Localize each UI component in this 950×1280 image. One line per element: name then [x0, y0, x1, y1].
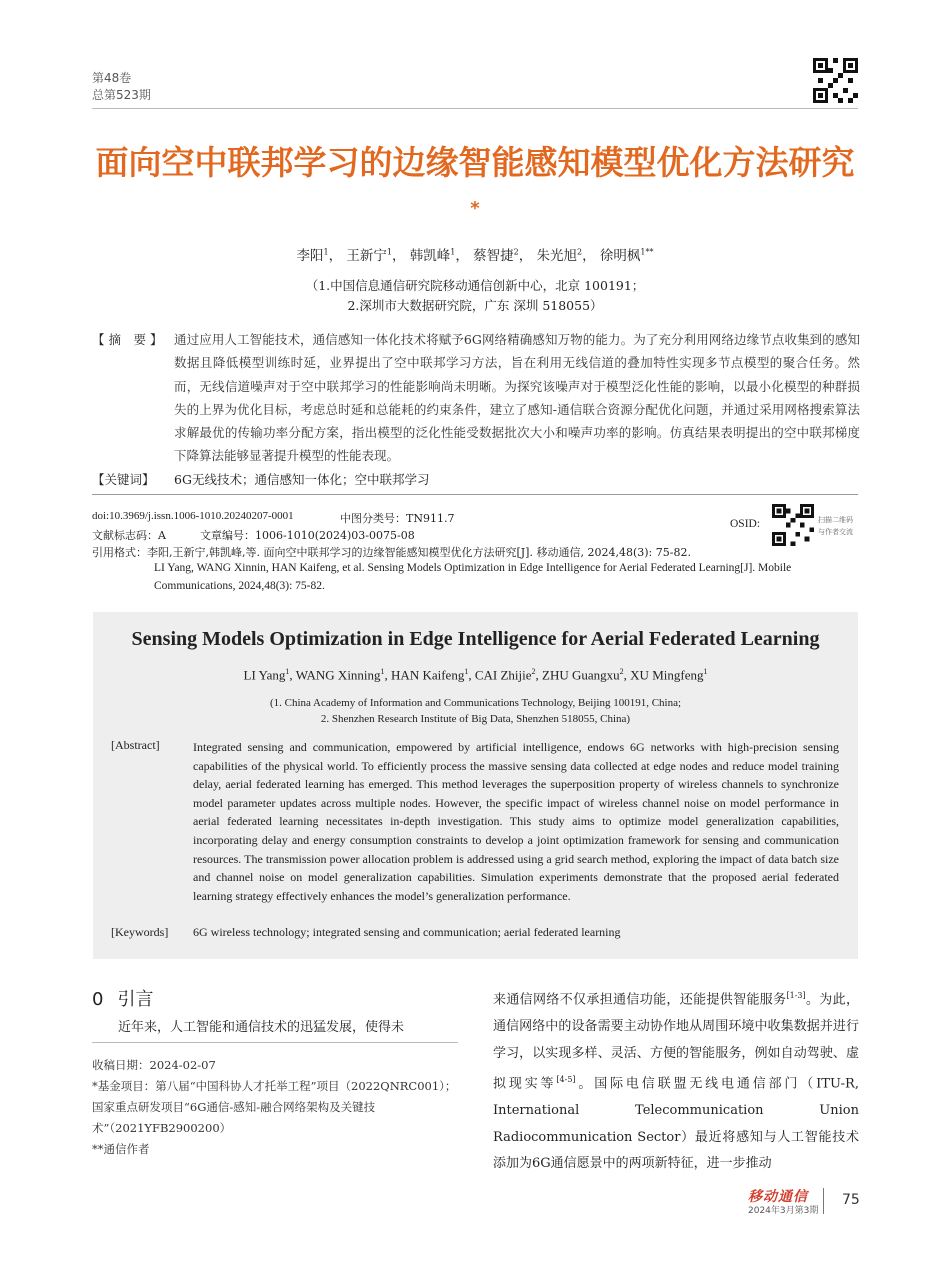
author-sup: 2 [513, 247, 519, 257]
author-name: LI Yang [243, 667, 286, 683]
author-name: 蔡智捷 [473, 248, 514, 264]
footnotes [92, 1055, 458, 1160]
document-code: 文献标志码：A [92, 529, 166, 542]
issue-label: 总第523期 [92, 88, 151, 102]
chinese-authors: 李阳$^1$， 王新宁$^1$， 韩凯峰$^1$， 蔡智捷$^2$， 朱光旭$^2$， 徐明枫$^{1**}$ [296, 247, 654, 264]
author-name: 韩凯峰 [409, 248, 451, 264]
reference-marker[interactable]: [4-5] [556, 1075, 576, 1085]
author-sup: 2 [577, 247, 583, 257]
keywords-en: 6G wireless technology; integrated sensing and communication; aerial federated learning [193, 925, 621, 939]
volume-label: 第48卷 [92, 71, 132, 85]
classification-number: 中图分类号：TN911.7 [340, 512, 455, 525]
keywords-cn-label: 【关键词】 [92, 472, 155, 487]
section-title: 引言 [117, 989, 154, 1010]
author-sup: 2 [619, 667, 624, 676]
abstract-en: Integrated sensing and communication, empowered by artificial intelligence, endows 6G networks with high-precision sensing capabilities of the physical world. To efficiently process the massive sensing data collected at edge nodes and reduce model training delay, aerial federated learning has emerged. This method leverages the superposition property of wireless channels to synchronize model parameter updates across multiple nodes. However, the specific impact of wireless channel noise on model performance in aerial federated learning necessitates in-depth investigation. This study aims to optimize model generalization capabilities, incorporating delay and energy consumption constraints to develop a joint optimization framework for sensing and communication resources. The transmission power allocation problem is addressed using a grid search method, exploring the impact of data batch size and channel noise on model generalization capabilities. Simulation experiments demonstrate that the proposed aerial federated learning strategy effectively enhances the model’s generalization performance. [193, 740, 839, 903]
english-authors: LI Yang$^1$, WANG Xinning$^1$, HAN Kaifeng$^1$, CAI Zhijie$^2$, ZHU Guangxu$^2$, XU Mingfeng$^1$ [243, 667, 708, 683]
abstract-cn-label: 【 摘 要 】 [92, 332, 163, 347]
keywords-en-label: [Keywords] [111, 925, 169, 939]
chinese-affiliations [92, 276, 858, 316]
author-name: WANG Xinning [295, 667, 381, 683]
intro-paragraph-right [493, 983, 859, 1178]
fund-note: *基金项目：第八届“中国科协人才托举工程”项目（2022QNRC001）；国家重点研发项目“6G通信-感知-融合网络架构及关键技术”（2021YFB2900200） [92, 1079, 457, 1135]
english-affiliations [93, 695, 858, 727]
corresponding-author-note: **通信作者 [92, 1142, 150, 1156]
author-sup: 2 [531, 667, 536, 676]
scan-hint-line: 扫描二维码 [818, 516, 853, 524]
affiliation-line: 2.深圳市大数据研究院，广东 深圳 518055） [347, 298, 603, 313]
header-divider [92, 108, 858, 109]
meta-divider [92, 494, 858, 495]
keywords-cn: 6G无线技术；通信感知一体化；空中联邦学习 [174, 472, 430, 487]
received-date: 收稿日期：2024-02-07 [92, 1058, 216, 1072]
journal-logo: 移动通信 [748, 1189, 808, 1205]
author-sup: 1 [285, 667, 290, 676]
reference-marker[interactable]: [1-3] [786, 991, 806, 1000]
abstract-cn: 通过应用人工智能技术，通信感知一体化技术将赋予6G网络精确感知万物的能力。为了充分利用网络边缘节点收集到的感知数据且降低模型训练时延，业界提出了空中联邦学习方法，旨在利用无线信道的叠加特性实现多节点模型的聚合任务。然而，无线信道噪声对于空中联邦学习的性能影响尚未明晰。为探究该噪声对于模型泛化性能的影响，以最小化模型的种群损失的上界为优化目标，考虑总时延和总能耗的约束条件，建立了感知-通信联合资源分配优化问题，并通过采用网格搜索算法求解最优的传输功率分配方案，指出模型的泛化性能受数据批次大小和噪声功率的影响。仿真结果表明提出的空中联邦梯度下降算法能够显著提升模型的性能表现。 [174, 332, 860, 464]
english-title: Sensing Models Optimization in Edge Intelligence for Aerial Federated Learning [131, 628, 820, 650]
author-name: 徐明枫 [599, 248, 641, 264]
body-text: 来通信网络不仅承担通信功能，还能提供智能服务 [493, 992, 787, 1008]
affiliation-line: 2. Shenzhen Research Institute of Big Data, Shenzhen 518055, China) [320, 713, 631, 725]
author-sup: 1 [380, 667, 385, 676]
body-text: 。国际电信联盟无线电通信部门（ITU-R, International Telecommunication Union Radiocommunication Sector）最近将感知与人工智能技术添加为6G通信愿景中的两项新特征，进一步推动 [493, 1076, 859, 1172]
author-name: 朱光旭 [536, 248, 578, 264]
author-name: HAN Kaifeng [391, 667, 465, 683]
section-heading [92, 985, 153, 1011]
citation-cn: 引用格式：李阳,王新宁,韩凯峰,等. 面向空中联邦学习的边缘智能感知模型优化方法研究[J]. 移动通信, 2024,48(3): 75-82. [92, 546, 691, 559]
chinese-title-text: 面向空中联邦学习的边缘智能感知模型优化方法研究 [95, 143, 855, 182]
affiliation-line: (1. China Academy of Information and Communications Technology, Beijing 100191, China; [269, 697, 682, 709]
author-name: CAI Zhijie [474, 667, 532, 683]
article-number: 文章编号：1006-1010(2024)03-0075-08 [200, 529, 415, 542]
author-sup: 1 [386, 247, 392, 257]
doi[interactable]: doi:10.3969/j.issn.1006-1010.20240207-0001 [92, 510, 294, 522]
osid-label: OSID: [730, 518, 761, 530]
author-name: XU Mingfeng [630, 667, 704, 683]
intro-paragraph-left: 近年来，人工智能和通信技术的迅猛发展，使得未 [118, 1020, 405, 1035]
author-sup: 1 [464, 667, 469, 676]
author-sup: 1 [323, 247, 329, 257]
scan-hint [818, 514, 853, 538]
footnote-divider [92, 1042, 458, 1043]
author-name: 王新宁 [346, 248, 387, 264]
issue-date: 2024年3月第3期 [748, 1206, 819, 1216]
author-sup: 1 [450, 247, 456, 257]
author-sup: 1 [703, 667, 708, 676]
section-number: 0 [92, 989, 104, 1010]
chinese-title [92, 140, 858, 232]
author-name: 李阳 [296, 248, 324, 264]
osid-qr-icon[interactable] [772, 504, 814, 546]
body-text: 。为此，通信网络中的设备需要主动协作地从周围环境中收集数据并进行学习，以实现多样、灵活、方便的智能服务，例如自动驾驶、虚拟现实等 [493, 992, 859, 1092]
author-sup: 1** [640, 247, 654, 257]
abstract-en-label: [Abstract] [111, 738, 160, 752]
citation-en: LI Yang, WANG Xinnin, HAN Kaifeng, et al. Sensing Models Optimization in Edge Intelligence for Aerial Federated Learning[J]. Mobile Communications, 2024,48(3): 75-82. [154, 562, 792, 592]
affiliation-line: （1.中国信息通信研究院移动通信创新中心，北京 100191； [305, 278, 645, 293]
page-number: 75 [842, 1192, 860, 1208]
title-footnote-mark: * [470, 198, 480, 219]
scan-hint-line: 与作者交流 [818, 528, 853, 536]
author-name: ZHU Guangxu [542, 667, 620, 683]
qr-code-icon[interactable] [813, 58, 858, 103]
footer-divider [823, 1188, 824, 1214]
